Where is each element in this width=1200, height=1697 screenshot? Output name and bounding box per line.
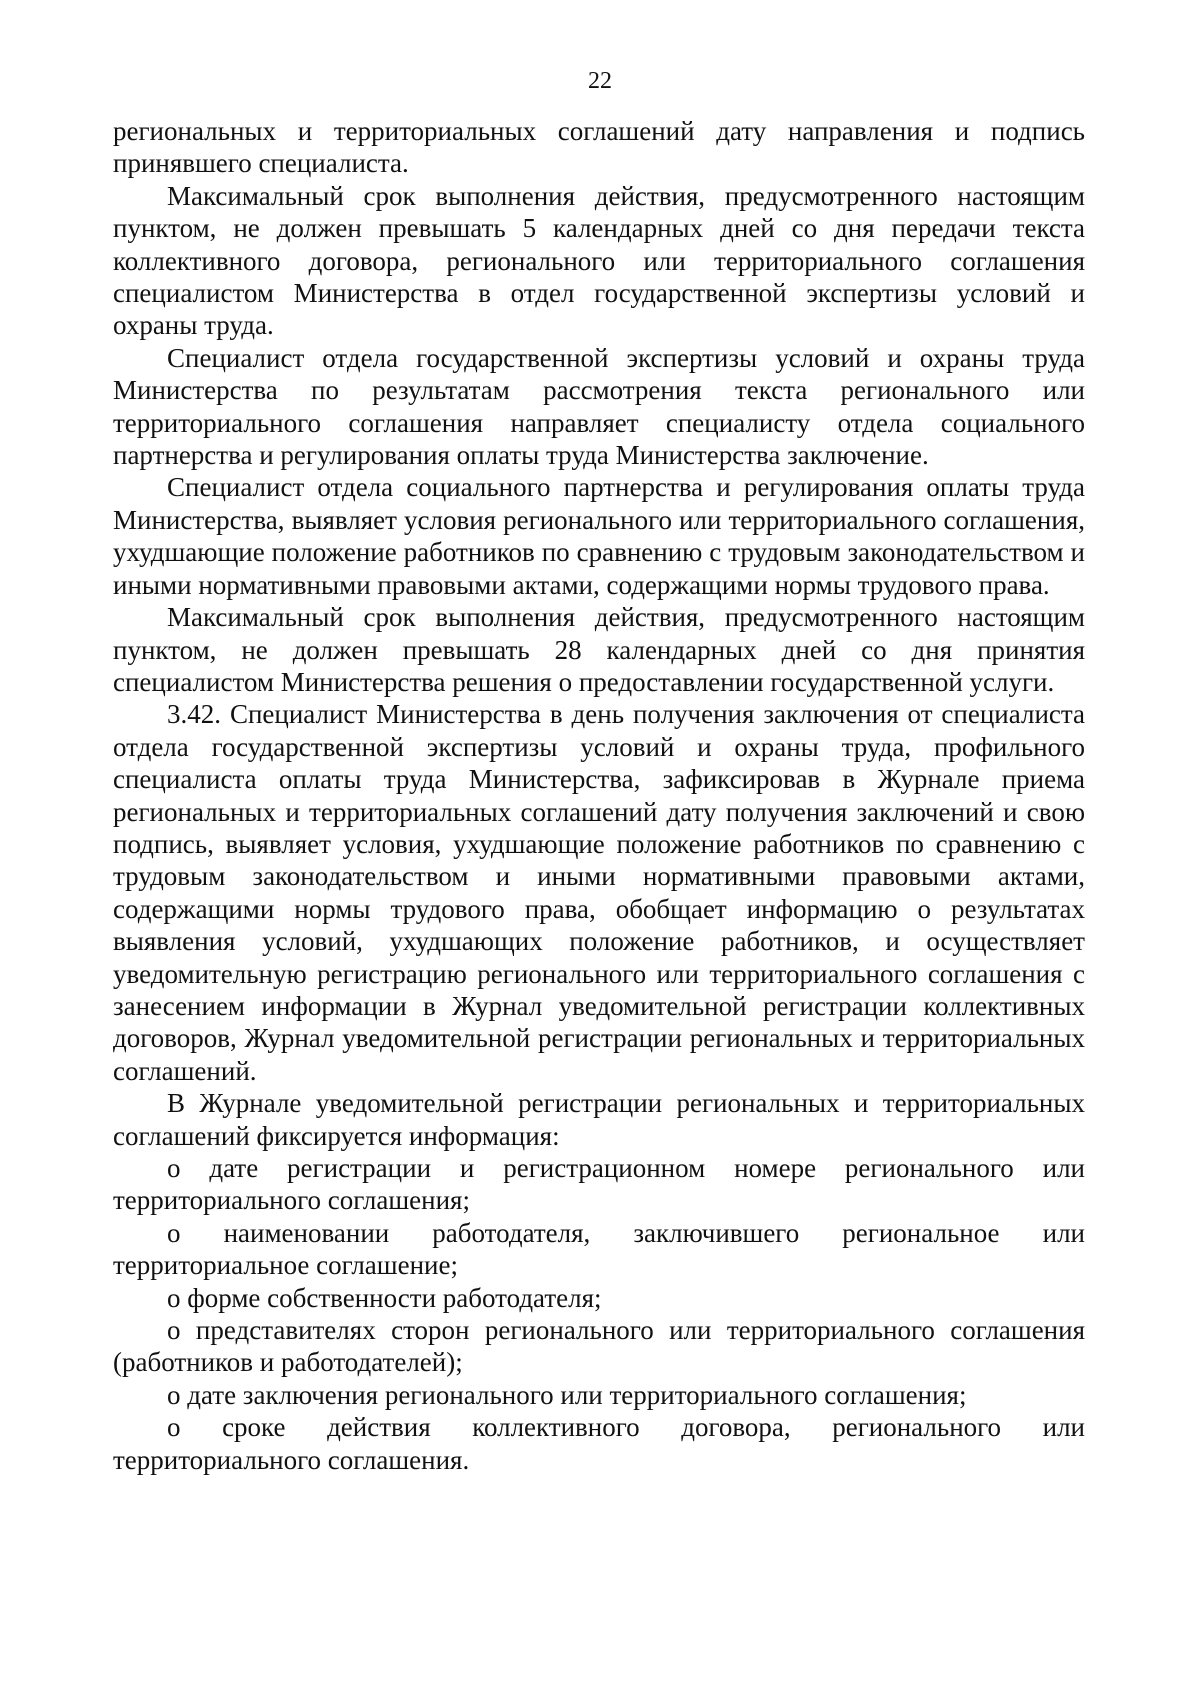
list-item-registration-date: о дате регистрации и регистрационном номере регионального или территориального соглашения; [113, 1153, 1085, 1216]
list-item-ownership-form: о форме собственности работодателя; [167, 1282, 602, 1313]
paragraph-section-3-42: 3.42. Специалист Министерства в день получения заключения от специалиста отдела государственной экспертизы условий и охраны труда, профильного специалиста оплаты труда Министерства, зафиксировав в Журнале приема региональных и территориальных соглашений дату получения заключений и свою подпись, выявляет условия, ухудшающие положение работников по сравнению с трудовым законодательством и иными нормативными правовыми актами, содержащими нормы трудового права, обобщает информацию о результатах выявления условий, ухудшающих положение работников, и осуществляет уведомительную регистрацию регионального или территориального соглашения с занесением информации в Журнал уведомительной регистрации коллективных договоров, Журнал уведомительной регистрации региональных и территориальных соглашений. [113, 699, 1085, 1086]
paragraph-continuation: региональных и территориальных соглашений дату направления и подпись принявшего специалиста. [113, 116, 1085, 179]
paragraph-journal-info: В Журнале уведомительной регистрации региональных и территориальных соглашений фиксируется информация: [113, 1088, 1085, 1151]
document-body [113, 115, 1085, 1476]
list-item-conclusion-date: о дате заключения регионального или территориального соглашения; [167, 1379, 967, 1410]
page-number: 22 [588, 68, 612, 94]
paragraph-social-partnership: Специалист отдела социального партнерства и регулирования оплаты труда Министерства, выявляет условия регионального или территориального соглашения, ухудшающие положение работников по сравнению с трудовым законодательством и иными нормативными правовыми актами, содержащими нормы трудового права. [113, 472, 1085, 600]
list-item-validity-period: о сроке действия коллективного договора, регионального или территориального соглашения. [113, 1412, 1085, 1475]
paragraph-expertise-conclusion: Специалист отдела государственной экспертизы условий и охраны труда Министерства по результатам рассмотрения текста регионального или территориального соглашения направляет специалисту отдела социального партнерства и регулирования оплаты труда Министерства заключение. [113, 342, 1085, 471]
list-item-employer-name: о наименовании работодателя, заключившего региональное или территориальное соглашение; [113, 1217, 1085, 1281]
paragraph-deadline-5-days: Максимальный срок выполнения действия, предусмотренного настоящим пунктом, не должен превышать 5 календарных дней со дня передачи текста коллективного договора, регионального или территориального соглашения специалистом Министерства в отдел государственной экспертизы условий и охраны труда. [113, 180, 1085, 341]
list-item-party-representatives: о представителях сторон регионального или территориального соглашения (работников и работодателей); [113, 1315, 1085, 1378]
paragraph-deadline-28-days: Максимальный срок выполнения действия, предусмотренного настоящим пунктом, не должен превышать 28 календарных дней со дня принятия специалистом Министерства решения о предоставлении государственной услуги. [113, 602, 1085, 697]
